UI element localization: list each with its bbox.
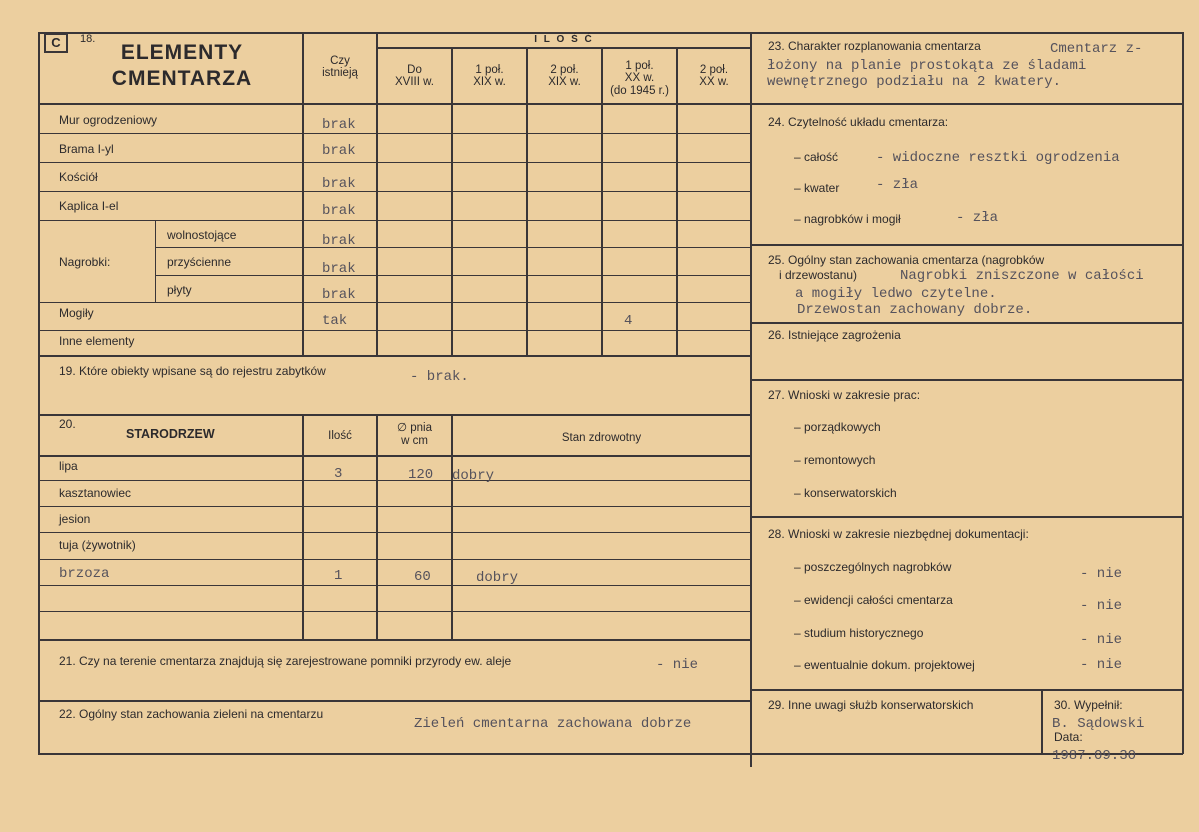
row-line	[155, 275, 751, 276]
s19-value: - brak.	[410, 369, 469, 385]
s19-bottom	[38, 414, 751, 416]
exists-value: tak	[322, 313, 348, 329]
s20-num: 20.	[59, 417, 76, 431]
s28-item: – ewentualnie dokum. projektowej	[794, 658, 975, 672]
s28-item: – poszczególnych nagrobków	[794, 560, 952, 574]
s23-value-3: wewnętrznego podziału na 2 kwatery.	[767, 74, 1062, 90]
exists-value: brak	[322, 203, 356, 219]
s28-label: 28. Wnioski w zakresie niezbędnej dokumentacji:	[768, 527, 1029, 541]
col-exists-l2: istnieją	[322, 67, 358, 79]
row-label: Kaplica I-el	[59, 199, 119, 213]
s20-row-line	[38, 559, 751, 560]
tree-health: dobry	[452, 468, 495, 484]
row-line	[38, 302, 751, 303]
border-left	[38, 32, 40, 754]
s22-label: 22. Ogólny stan zachowania zieleni na cmentarzu	[59, 707, 324, 721]
row-label: Kościół	[59, 170, 98, 184]
s28-item: – studium historycznego	[794, 626, 924, 640]
s20-bottom	[38, 639, 751, 641]
tree-health: dobry	[476, 570, 519, 586]
s28-item: – ewidencji całości cmentarza	[794, 593, 953, 607]
s27-item: – remontowych	[794, 453, 876, 467]
row-line	[38, 162, 751, 163]
s29-label: 29. Inne uwagi służb konserwatorskich	[768, 698, 974, 712]
s24-row-label: – całość	[794, 150, 839, 164]
s20-col-qty: Ilość	[328, 430, 352, 442]
row-line	[38, 220, 751, 221]
s30-divider	[1041, 690, 1043, 754]
s24-row-value: - widoczne resztki ogrodzenia	[876, 150, 1120, 166]
row-label: Mur ogrodzeniowy	[59, 113, 158, 127]
s20-header-line	[38, 455, 751, 457]
tree-label: kasztanowiec	[59, 486, 132, 500]
border-bottom	[38, 753, 1183, 755]
s24-row-value: - zła	[876, 177, 919, 193]
s27-item: – porządkowych	[794, 420, 881, 434]
tree-qty: 1	[334, 568, 343, 584]
s30-date-label: Data:	[1054, 730, 1083, 744]
s21-value: - nie	[656, 657, 699, 673]
s27-bottom	[751, 516, 1183, 518]
s18-title-l1: ELEMENTY	[120, 41, 244, 64]
period-5-l2: XX w.	[699, 76, 729, 88]
s25-bottom	[751, 322, 1183, 324]
s25-value-3: Drzewostan zachowany dobrze.	[797, 302, 1033, 318]
s24-row-label: – kwater	[794, 181, 840, 195]
s20-col-line	[302, 415, 304, 640]
s20-col-diam-l1: ∅ pnia	[397, 422, 432, 434]
s28-value: - nie	[1080, 632, 1123, 648]
center-divider	[750, 32, 752, 767]
row-label: Inne elementy	[59, 334, 135, 348]
row-label: płyty	[167, 283, 192, 297]
s30-name: B. Sądowski	[1052, 716, 1145, 732]
s20-row-line	[38, 585, 751, 586]
tree-label: lipa	[59, 459, 78, 473]
tree-qty: 3	[334, 466, 343, 482]
s20-title: STARODRZEW	[126, 427, 215, 441]
row-line	[38, 191, 751, 192]
row-label: Mogiły	[59, 306, 94, 320]
period-3-l2: XIX w.	[548, 76, 581, 88]
tree-diam: 60	[414, 569, 431, 585]
period-3-l1: 2 poł.	[550, 64, 579, 76]
exists-value: brak	[322, 176, 356, 192]
s20-row-line	[38, 506, 751, 507]
exists-value: brak	[322, 233, 356, 249]
period-5-l1: 2 poł.	[699, 64, 729, 76]
s24-bottom	[751, 244, 1183, 246]
row-label: przyścienne	[167, 255, 232, 269]
s20-col-diam-l2: w cm	[401, 435, 428, 447]
s24-label: 24. Czytelność układu cmentarza:	[768, 115, 949, 129]
s28-bottom	[751, 689, 1183, 691]
s20-col-line	[376, 415, 378, 640]
exists-value: brak	[322, 143, 356, 159]
s22-value: Zieleń cmentarna zachowana dobrze	[414, 716, 692, 732]
exists-value: brak	[322, 117, 356, 133]
period-4-l2: XX w.	[624, 72, 655, 84]
row-label: wolnostojące	[167, 228, 237, 242]
exists-value: brak	[322, 261, 356, 277]
s25-value-2: a mogiły ledwo czytelne.	[795, 286, 997, 302]
s28-value: - nie	[1080, 598, 1123, 614]
s24-row-label: – nagrobków i mogił	[794, 212, 901, 226]
row-line	[38, 133, 751, 134]
s23-value-1: Cmentarz z-	[1050, 41, 1143, 57]
period-2-l1: 1 poł.	[475, 64, 504, 76]
s21-label: 21. Czy na terenie cmentarza znajdują się zarejestrowane pomniki przyrody ew. aleje	[59, 654, 512, 668]
s20-col-health: Stan zdrowotny	[561, 432, 642, 444]
tree-diam: 120	[408, 467, 434, 483]
tree-label: brzoza	[59, 566, 110, 582]
s28-value: - nie	[1080, 657, 1123, 673]
s25-label-2: i drzewostanu)	[779, 268, 858, 282]
exists-value: brak	[322, 287, 356, 303]
row-line	[38, 330, 751, 331]
s18-title-l2: CMENTARZA	[111, 67, 253, 90]
s30-date: 1987.09.30	[1052, 748, 1137, 764]
s27-label: 27. Wnioski w zakresie prac:	[768, 388, 921, 402]
s24-row-value: - zła	[956, 210, 999, 226]
section-letter: C	[44, 33, 68, 53]
s20-row-line	[38, 480, 751, 481]
s18-num: 18.	[80, 33, 96, 45]
s26-bottom	[751, 379, 1183, 381]
col-qty: I L O Ś Ć	[534, 34, 594, 45]
s18-col-line	[526, 48, 528, 356]
row-line	[155, 247, 751, 248]
s25-value-1: Nagrobki zniszczone w całości	[900, 268, 1144, 284]
s27-item: – konserwatorskich	[794, 486, 897, 500]
period-4-l3: (do 1945 r.)	[610, 85, 669, 97]
period-1-l1: Do	[407, 64, 422, 76]
s30-label: 30. Wypełnił:	[1054, 698, 1123, 712]
graves-count: 4	[624, 313, 633, 329]
s23-value-2: łożony na planie prostokąta ze śladami	[767, 58, 1087, 74]
col-exists-l1: Czy	[330, 55, 350, 67]
period-1-l2: XVIII w.	[395, 76, 434, 88]
period-2-l2: XIX w.	[473, 76, 506, 88]
nagrobki-label: Nagrobki:	[59, 255, 111, 269]
s18-col-line	[302, 32, 304, 356]
period-4-l1: 1 poł.	[625, 60, 654, 72]
nagrobki-divider	[155, 221, 156, 302]
tree-label: tuja (żywotnik)	[59, 538, 136, 552]
s25-label-1: 25. Ogólny stan zachowania cmentarza (nagrobków	[768, 253, 1045, 267]
s18-header-line	[38, 103, 751, 105]
s19-label: 19. Które obiekty wpisane są do rejestru zabytków	[59, 364, 326, 378]
s23-bottom	[751, 103, 1183, 105]
row-label: Brama I-yl	[59, 142, 114, 156]
s18-qty-line	[377, 47, 751, 49]
tree-label: jesion	[59, 512, 91, 526]
border-right	[1182, 32, 1184, 754]
s20-row-line	[38, 532, 751, 533]
s26-label: 26. Istniejące zagrożenia	[768, 328, 901, 342]
s23-label: 23. Charakter rozplanowania cmentarza	[768, 39, 981, 53]
s28-value: - nie	[1080, 566, 1123, 582]
s20-row-line	[38, 611, 751, 612]
s20-col-line	[451, 415, 453, 640]
s18-col-line	[451, 48, 453, 356]
s18-bottom	[38, 355, 751, 357]
s21-bottom	[38, 700, 751, 702]
